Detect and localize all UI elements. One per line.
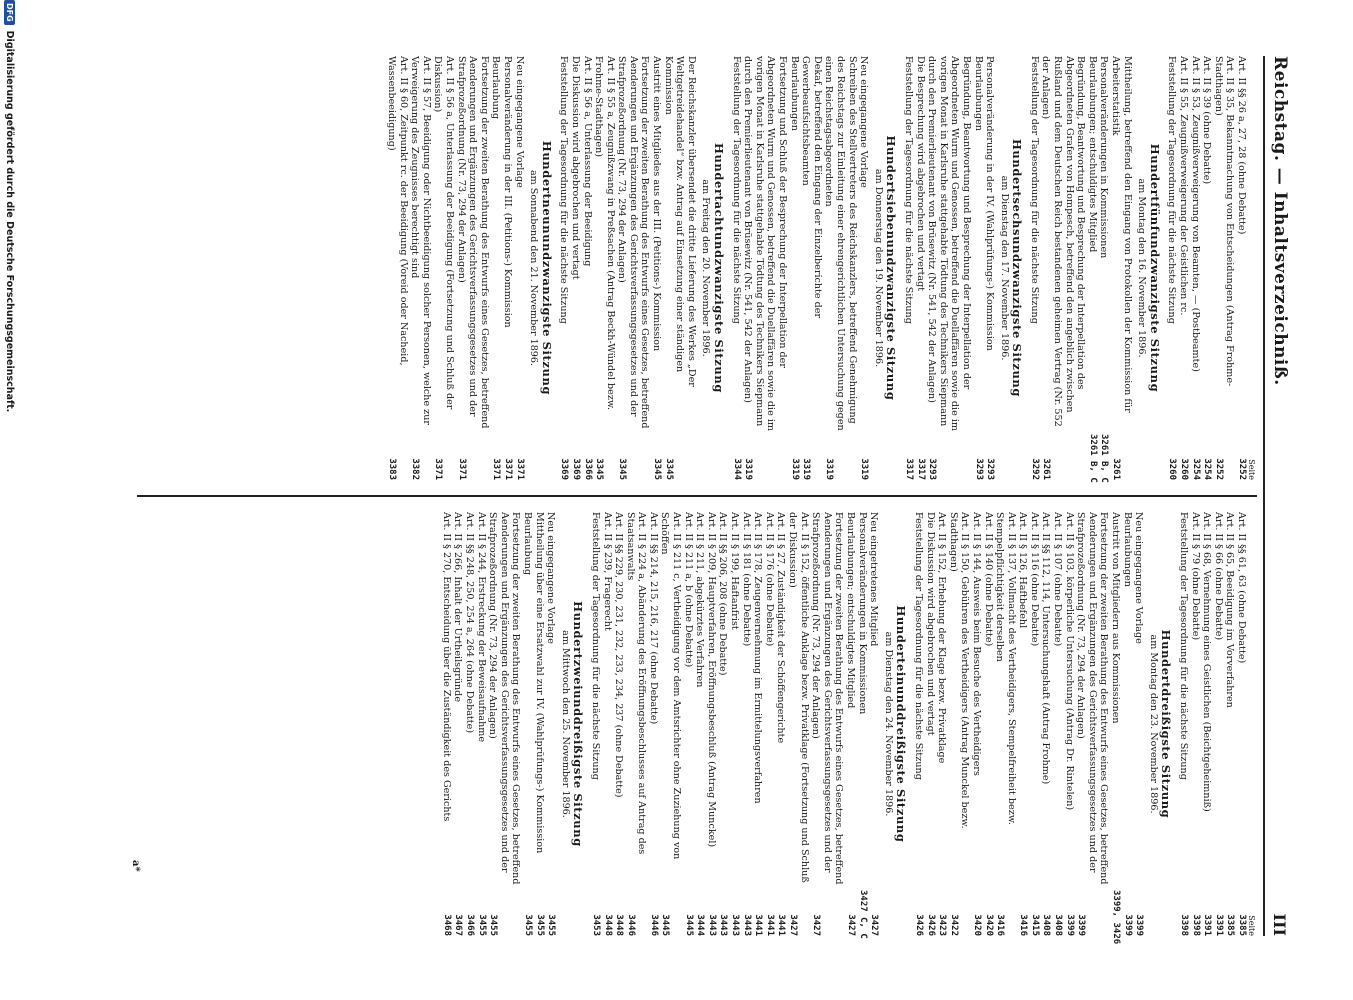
toc-entry-page: 3292 xyxy=(1029,458,1040,480)
toc-entry xyxy=(1201,56,1213,480)
session-title: Hundertfünfundzwanzigste Sitzung xyxy=(1147,143,1162,393)
session-title: Hundertdreißigste Sitzung xyxy=(1159,629,1174,819)
toc-entry-text: Fortsetzung der zweiten Berathung des Entwurfs eines Gesetzes, betreffend Aenderungen und Ergänzungen des Gerichtsverfassungsgesetzes und der Strafprozeßordnung (Nr. 73, 294 der Anlagen) xyxy=(455,56,490,432)
toc-entry-text: Art. II § 66 (ohne Debatte) xyxy=(1212,512,1224,641)
toc-entry-text: Art. II § 56 a, Unterlassung der Beeidigung (Fortsetzung und Schluß der Diskussion) xyxy=(432,56,455,413)
toc-entry-page: 3319 xyxy=(859,458,870,480)
toc-entry xyxy=(440,512,452,936)
toc-entry-text: Neu eingegangene Vorlage xyxy=(545,512,557,644)
toc-entry-text: Beurlaubungen xyxy=(1121,512,1133,587)
toc-entry-text: Art. II § 137, Vollmacht des Vertheidigers, Stempelfreiheit bezw. Stempelpflichtigkeit derselben xyxy=(994,512,1017,828)
toc-entry xyxy=(1086,56,1098,483)
toc-entry-text: Austritt eines Mitgliedes aus der III. (Petitions-) Kommission xyxy=(651,56,663,352)
toc-entry xyxy=(452,512,464,936)
toc-entry-page: 3261 B, C xyxy=(1099,434,1110,483)
toc-entry-page: 3423 xyxy=(937,914,948,936)
toc-entry xyxy=(775,512,787,936)
toc-entry xyxy=(1212,512,1224,936)
toc-entry-page: 3466 xyxy=(465,914,475,936)
toc-entry xyxy=(581,56,593,480)
toc-entry xyxy=(1017,512,1029,936)
toc-entry xyxy=(856,512,868,939)
toc-entry-page: 3445 xyxy=(660,914,671,936)
toc-entry-text: Art. II § 116 (ohne Debatte) xyxy=(1028,512,1040,647)
toc-entry xyxy=(385,56,408,480)
toc-entry xyxy=(533,512,545,936)
right-sessions xyxy=(440,512,1174,945)
toc-entry-text: Neu eingetretenes Mitglied xyxy=(868,512,880,647)
toc-entry-text: Art. II § 56 a, Unterlassung der Beeidigung xyxy=(581,56,593,267)
toc-entry-text: Art. II § 150, Gebühren des Vertheidigers (Antrag Munckel bezw. Stadthagen) xyxy=(947,512,971,832)
toc-entry xyxy=(409,56,432,480)
toc-entry xyxy=(647,512,659,936)
toc-entry xyxy=(1177,56,1189,480)
toc-entry-text: Fortsetzung und Schluß der Besprechung der Interpellation der Abgeordneten Wurm und Genossen, betreffend die Duellaffären sowie die im vorigen Monat in Karlsruhe stattgehabte Tödtung des Technikers Siepmann durch den Premierlieutenant von Brüsewitz (Nr. 541, 542 der Anlagen) xyxy=(742,56,789,435)
toc-entry-text: Art. II § 103, körperliche Untersuchung (Antrag Dr. Rintelen) xyxy=(1063,512,1075,811)
toc-entry-page: 3366 xyxy=(582,458,593,480)
toc-entry-page: 3345 xyxy=(617,458,628,480)
toc-entry-text: Art. II § 53, Zeugnißverweigerung von Beamten, — (Postbeamte) xyxy=(1189,56,1201,372)
toc-entry-text: Art. II § 68, Vernehmung eines Geistlichen (Beichtgeheimniß) xyxy=(1201,512,1213,812)
toc-entry-text: Art. II § 140 (ohne Debatte) xyxy=(982,512,994,647)
toc-entry-page: 3455 xyxy=(522,914,533,936)
toc-entry-page: 3369 xyxy=(559,458,570,480)
toc-entry xyxy=(1189,56,1201,480)
toc-entry xyxy=(1028,512,1040,936)
session-block xyxy=(1028,56,1162,483)
toc-entry xyxy=(490,56,502,480)
toc-entry-text: Dekaf, betreffend den Eingang der Einzelberichte der Gewerbeaufsichtsbeamten xyxy=(800,56,823,322)
toc-entry xyxy=(926,56,972,480)
session-date: am Montag den 23. November 1896. xyxy=(1147,634,1159,814)
toc-entry-text: Art. II § 211 c, Vertheidigung vor dem Amtsrichter ohne Zuziehung von Schöffen xyxy=(659,512,683,863)
toc-entry-text: Neu eingegangene Vorlage xyxy=(1133,512,1145,644)
toc-entry-page: 3441 xyxy=(776,914,787,936)
toc-entry xyxy=(1040,56,1086,480)
session-date: am Freitag den 20. November 1896. xyxy=(700,179,712,357)
session-title: Hundertzweiunddreißigste Sitzung xyxy=(571,601,586,847)
toc-entry-text: Fortsetzung der zweiten Berathung des Entwurfs eines Gesetzes, betreffend Aenderungen und Ergänzungen des Gerichtsverfassungsgesetzes und der Strafprozeßordnung (Nr. 73, 294 der Anlagen) xyxy=(616,56,651,432)
toc-entry-page: 3399 xyxy=(1134,914,1145,936)
toc-entry-page: 3441 xyxy=(764,914,775,936)
session-date: am Sonnabend den 21. November 1896. xyxy=(528,169,540,367)
toc-entry-page: 3371 xyxy=(491,458,502,480)
toc-entry-text: Art. II § 55, Zeugnißverweigerung der Geistlichen rc. xyxy=(1178,56,1190,316)
toc-entry-text: Feststellung der Tagesordnung für die nächste Sitzung xyxy=(558,56,570,324)
session-block xyxy=(589,512,909,939)
toc-entry-page: 3261 xyxy=(1041,458,1052,480)
toc-entry-page: 3319 xyxy=(743,458,754,480)
toc-entry-text: Art. II § 176 (ohne Debatte) xyxy=(763,512,775,647)
toc-entry xyxy=(1235,56,1247,480)
toc-entry xyxy=(455,56,490,480)
toc-entry-page: 3345 xyxy=(594,458,605,480)
toc-entry-page: 3443 xyxy=(730,914,741,936)
toc-entry xyxy=(1133,512,1145,936)
toc-entry xyxy=(475,512,487,936)
toc-entry-page: 3398 xyxy=(1179,914,1190,936)
toc-entry-text: Personalveränderung in der IV. (Wahlprüfungs-) Kommission xyxy=(984,56,996,351)
toc-entry-page: 3420 xyxy=(971,914,982,936)
toc-entry-text: Neu eingegangene Vorlage xyxy=(858,56,870,188)
toc-entry-text: Feststellung der Tagesordnung für die nächste Sitzung xyxy=(1166,56,1178,324)
toc-entry xyxy=(659,512,682,936)
toc-entry xyxy=(788,56,800,480)
toc-entry-text: Art. II § 57, Beeidigung oder Nichtbeeidigung solcher Personen, welche zur Verweigerung des Zeugnisses berechtigt sind xyxy=(409,56,432,429)
toc-entry xyxy=(984,56,996,480)
column-divider xyxy=(137,495,1257,497)
toc-entry-text: Art. II § 65, Beeidigung im Vorverfahren xyxy=(1224,512,1236,708)
toc-entry-text: Beurlaubungen; entschuldigtes Mitglied xyxy=(1086,56,1098,253)
session-block xyxy=(558,56,727,480)
toc-entry xyxy=(705,512,717,936)
digitization-note: Digitalisierung gefördert durch die Deutsche Forschungsgemeinschaft. xyxy=(4,30,16,413)
toc-entry-page: 3371 xyxy=(502,458,513,480)
session-title: Hundertsechsundzwanzigste Sitzung xyxy=(1010,138,1025,398)
digitization-footer xyxy=(2,0,18,1000)
toc-entry xyxy=(1052,512,1064,936)
left-sessions xyxy=(385,56,1162,483)
toc-entry xyxy=(936,512,948,936)
toc-entry xyxy=(545,512,557,936)
toc-entry-text: Neu eingegangene Vorlage xyxy=(513,56,525,188)
toc-entry xyxy=(786,512,809,936)
toc-entry-text: Beurlaubungen xyxy=(972,56,984,131)
toc-entry xyxy=(616,56,651,480)
toc-entry-page: 3319 xyxy=(789,458,800,480)
toc-entry xyxy=(800,56,823,480)
toc-entry-text: Art. II § 239, Fragerecht xyxy=(601,512,613,631)
toc-entry-page: 3427 xyxy=(811,914,822,936)
toc-entry xyxy=(947,512,970,936)
session-date: am Mittwoch den 25. November 1896. xyxy=(559,630,571,818)
dfg-logo: DFG xyxy=(5,0,16,25)
toc-entry-page: 3261 xyxy=(1111,458,1122,480)
toc-entry xyxy=(1224,512,1236,936)
toc-entry-page: 3345 xyxy=(663,458,674,480)
toc-entry-text: Feststellung der Tagesordnung für die nächste Sitzung xyxy=(589,512,601,780)
toc-entry-page: 3427 xyxy=(869,914,880,936)
toc-entry-page: 3344 xyxy=(731,458,742,480)
toc-entry xyxy=(740,512,752,936)
toc-entry xyxy=(1212,56,1235,480)
toc-entry xyxy=(914,56,926,480)
toc-entry-page: 3252 xyxy=(1213,458,1224,480)
toc-entry-page: 3416 xyxy=(995,914,1006,936)
toc-entry xyxy=(501,56,513,480)
left-column xyxy=(137,56,1257,483)
toc-entry-page: 3371 xyxy=(456,458,467,480)
toc-entry-page: 3385 xyxy=(1225,914,1236,936)
toc-entry-text: Beurlaubung xyxy=(490,56,502,120)
toc-entry-text: Art. II § 107 (ohne Debatte) xyxy=(1052,512,1064,647)
toc-entry-text: Art. II § 27, Zuständigkeit der Schöffengerichte xyxy=(775,512,787,744)
toc-entry-text: Art. II § 60, Zeitpunkt rc. der Beeidigung (Voreid oder Nacheid, Wassenbeeidigung) xyxy=(386,56,409,369)
toc-entry-text: Personalveränderungen in Kommissionen xyxy=(856,512,868,715)
session-block xyxy=(902,56,1025,480)
toc-entry-page: 3391 xyxy=(1213,914,1224,936)
toc-entry xyxy=(624,512,647,936)
toc-entry-text: Feststellung der Tagesordnung für die nächste Sitzung xyxy=(912,512,924,780)
toc-entry xyxy=(513,56,525,480)
toc-entry xyxy=(694,512,706,936)
toc-entry-text: Art. II § 224 a, Abänderung des Eröffnungsbeschlusses auf Antrag des Staatsanwalts xyxy=(624,512,648,858)
toc-entry-text: Art. II § 199, Haftanfrist xyxy=(729,512,741,630)
toc-entry xyxy=(844,512,856,936)
toc-entry-text: Feststellung der Tagesordnung für die nächste Sitzung xyxy=(1178,512,1190,780)
toc-entry xyxy=(1166,56,1178,480)
toc-entry-page: 3408 xyxy=(1053,914,1064,936)
toc-entry-text: Art. II § 244, Erstreckung der Beweisaufnahme xyxy=(475,512,487,743)
toc-entry xyxy=(752,512,764,936)
toc-entry xyxy=(613,512,625,936)
toc-entry-page: 3443 xyxy=(741,914,752,936)
toc-entry-text: Mittheilung über eine Ersatzwahl zur IV. (Wahlprüfungs-) Kommission xyxy=(533,512,545,854)
toc-entry-text: Art. II § 266, Inhalt der Urtheilsgründe xyxy=(452,512,464,702)
toc-entry xyxy=(970,512,982,936)
toc-entry-text: Art. II §§ 26 a, 27, 28 (ohne Debatte) xyxy=(1236,56,1247,235)
session-date: am Dienstag den 17. November 1896. xyxy=(998,175,1010,361)
toc-entry-text: Fortsetzung der zweiten Berathung des Entwurfs eines Gesetzes, betreffend Aenderungen und Ergänzungen des Gerichtsverfassungsgesetzes und der Strafprozeßordnung (Nr. 73, 294 der Anlagen) xyxy=(487,512,522,888)
signature-mark: a* xyxy=(130,860,141,872)
toc-entry-page: 3443 xyxy=(718,914,729,936)
toc-entry xyxy=(1098,56,1110,483)
toc-entry-text: Art. II § 79 (ohne Debatte) xyxy=(1189,512,1201,641)
toc-entry-page: 3385 xyxy=(1237,914,1247,936)
toc-entry-page: 3448 xyxy=(614,914,625,936)
toc-entry xyxy=(1109,512,1122,945)
toc-entry-page: 3398 xyxy=(1190,914,1201,936)
toc-entry-page: 3446 xyxy=(625,914,636,936)
toc-entry-text: Art. II §§ 248, 250, 254 a, 264 (ohne Debatte) xyxy=(464,512,475,734)
toc-entry-page: 3293 xyxy=(927,458,938,480)
toc-entry xyxy=(569,56,581,480)
toc-entry-text: Die Diskussion wird abgebrochen und vertagt xyxy=(569,56,581,280)
session-block xyxy=(730,56,899,480)
toc-entry-text: Art. II §§ 112, 114, Untersuchungshaft (Antrag Frohme) xyxy=(1040,512,1052,785)
toc-entry xyxy=(651,56,663,480)
toc-entry-page: 3427 xyxy=(846,914,856,936)
toc-entry-page: 3317 xyxy=(903,458,914,480)
session-date: am Dienstag den 24. November 1896. xyxy=(882,631,894,817)
toc-entry-text: Fortsetzung der zweiten Berathung des Entwurfs eines Gesetzes, betreffend Aenderungen und Ergänzungen des Gerichtsverfassungsgesetzes und der Strafprozeßordnung (Nr. 73, 294 der Anlagen) xyxy=(810,512,845,888)
toc-entry-page: 3383 xyxy=(387,458,398,480)
toc-entry-text: Art. II § 211, abgekürztes Verfahren xyxy=(694,512,706,688)
toc-entry xyxy=(728,512,740,936)
toc-entry xyxy=(601,512,613,936)
toc-entry-text: Art. II § 270, Entscheidung über die Zuständigkeit des Gerichts xyxy=(440,512,452,822)
toc-entry xyxy=(902,56,914,480)
toc-entry-page: 3448 xyxy=(602,914,613,936)
toc-entry-text: Begründung, Beantwortung und Besprechung der Interpellation des Abgeordneten Grafen von Hompesch, betreffend den angeblich zwischen Rußland und dem Deutschen Reich bestandenen geheimen Vertrag (Nr. 552 der Anlagen) xyxy=(1040,56,1087,430)
page-header xyxy=(1263,56,1295,936)
toc-entry xyxy=(662,56,697,480)
toc-entry xyxy=(1189,512,1201,936)
toc-entry-text: Feststellung der Tagesordnung für die nächste Sitzung xyxy=(1028,56,1040,324)
toc-entry xyxy=(924,512,936,936)
session-block xyxy=(912,512,1174,945)
seite-label: Seite xyxy=(1247,459,1256,480)
toc-entry-text: Art. II § 39 (ohne Debatte) xyxy=(1201,56,1213,185)
toc-entry xyxy=(593,56,616,480)
toc-entry xyxy=(1201,512,1213,936)
toc-entry-text: Art. II § 152, Erhebung der Klage bezw. Privatklage xyxy=(936,512,948,764)
session-block xyxy=(385,56,554,480)
toc-entry-page: 3427 xyxy=(788,914,799,936)
toc-entry-text: Fortsetzung der zweiten Berathung des Entwurfs eines Gesetzes, betreffend Aenderungen und Ergänzungen des Gerichtsverfassungsgesetzes und der Strafprozeßordnung (Nr. 73, 294 der Anlagen) xyxy=(1075,512,1110,888)
toc-entry-page: 3371 xyxy=(514,458,525,480)
toc-entry-page: 3416 xyxy=(1018,914,1029,936)
toc-entry-page: 3426 xyxy=(925,914,936,936)
toc-entry-text: Begründung, Beantwortung und Besprechung der Interpellation der Abgeordneten Wurm und Genossen, betreffend die Duellaffären sowie die im vorigen Monat in Karlsruhe stattgehabte Tödtung des Technikers Siepmann durch den Premierlieutenant von Brüsewitz (Nr. 541, 542 der Anlagen) xyxy=(926,56,972,435)
toc-entry-page: 3455 xyxy=(476,914,487,936)
toc-entry xyxy=(810,512,845,936)
toc-entry xyxy=(589,512,601,936)
toc-entry xyxy=(912,512,924,936)
session-date: am Montag den 16. November 1896. xyxy=(1136,178,1148,358)
toc-entry-page: 3455 xyxy=(546,914,557,936)
toc-entry-page: 3467 xyxy=(453,914,464,936)
toc-entry-page: 3408 xyxy=(1041,914,1052,936)
toc-entry-page: 3446 xyxy=(648,914,659,936)
toc-entry-page: 3441 xyxy=(753,914,764,936)
running-title: Reichstag. — Inhaltsverzeichniß. xyxy=(1270,56,1290,386)
toc-entry-page: 3420 xyxy=(983,914,994,936)
right-top-entries xyxy=(1177,512,1247,936)
toc-entry-page: 3399, 3426 xyxy=(1111,890,1122,945)
toc-entry-page: 3399 xyxy=(1064,914,1075,936)
toc-entry-page: 3382 xyxy=(410,458,421,480)
toc-entry-page: 3371 xyxy=(433,458,444,480)
toc-entry-page: 3422 xyxy=(948,914,959,936)
toc-entry-text: Die Besprechung wird abgebrochen und vertagt xyxy=(914,56,926,292)
toc-entry-page: 3254 xyxy=(1190,458,1201,480)
toc-entry xyxy=(868,512,880,936)
toc-entry xyxy=(432,56,455,480)
toc-entry xyxy=(742,56,788,480)
toc-entry-page: 3293 xyxy=(973,458,984,480)
toc-entry-text: Schreiben des Stellvertreters des Reichskanzlers, betreffend Genehmigung des Reichstags zur Einleitung einer ehrengerichtlichen Untersuchung gegen einen Reichstagsabgeordneten xyxy=(823,56,858,434)
toc-entry-text: Feststellung der Tagesordnung für die nächste Sitzung xyxy=(730,56,742,324)
toc-entry-page: 3415 xyxy=(1029,914,1040,936)
toc-entry-page: 3391 xyxy=(1202,914,1213,936)
toc-entry-text: Personalveränderung in der III. (Petitions-) Kommission xyxy=(501,56,513,328)
toc-entry-text: Mittheilung, betreffend den Eingang von Protokollen der Kommission für Arbeiterstatistik xyxy=(1110,56,1133,416)
toc-entry xyxy=(682,512,694,936)
toc-entry-page: 3455 xyxy=(488,914,499,936)
toc-entry xyxy=(1109,56,1132,480)
toc-entry-page: 3453 xyxy=(590,914,601,936)
session-title: Hundertachtundzwanzigste Sitzung xyxy=(712,143,727,393)
toc-entry xyxy=(1177,512,1189,936)
toc-entry-text: Art. II § 181 (ohne Debatte) xyxy=(740,512,752,647)
toc-entry-text: Art. II §§ 214, 215, 216, 217 (ohne Debatte) xyxy=(647,512,659,725)
toc-entry-text: Art. II §§ 206, 208 (ohne Debatte) xyxy=(717,512,729,676)
toc-entry-text: Art. II § 209, Hauptverfahren, Eröffnungsbeschluß (Antrag Munckel) xyxy=(705,512,717,848)
session-date: am Donnerstag den 19. November 1896. xyxy=(872,168,884,368)
toc-entry-text: Art. II § 55 a, Zeugnißzwang in Preßsachen (Antrag Beckh-Wündel bezw. Frohme-Stadthagen) xyxy=(593,56,616,414)
toc-entry-text: Art. II § 35, Bekanntmachung von Entscheidungen (Antrag Frohme-Stadthagen) xyxy=(1212,56,1236,387)
toc-entry xyxy=(558,56,570,480)
toc-entry-text: Austritt von Mitgliedern aus Kommissionen xyxy=(1110,512,1122,724)
right-column xyxy=(137,512,1257,945)
toc-entry-text: Die Diskussion wird abgebrochen und vertagt xyxy=(924,512,936,736)
toc-entry-page: 3319 xyxy=(824,458,835,480)
toc-entry xyxy=(823,56,858,480)
toc-entry xyxy=(1235,512,1247,936)
page-number: III xyxy=(1270,913,1290,936)
toc-entry-text: Art. II § 144, Ausweis beim Besuche des Vertheidigers xyxy=(970,512,982,776)
toc-entry xyxy=(1040,512,1052,936)
left-top-entries xyxy=(1166,56,1247,480)
toc-entry-page: 3319 xyxy=(801,458,812,480)
toc-entry-page: 3455 xyxy=(534,914,545,936)
toc-entry xyxy=(1075,512,1110,936)
toc-entry xyxy=(717,512,729,936)
toc-entry xyxy=(858,56,870,480)
toc-entry-text: Feststellung der Tagesordnung für die nächste Sitzung xyxy=(902,56,914,324)
toc-entry xyxy=(982,512,994,936)
toc-entry xyxy=(763,512,775,936)
toc-entry xyxy=(994,512,1017,936)
toc-entry-page: 3445 xyxy=(683,914,694,936)
toc-entry-page: 3444 xyxy=(695,914,706,936)
toc-entry-page: 3254 xyxy=(1202,458,1213,480)
toc-entry-text: Personalveränderungen in Kommissionen xyxy=(1098,56,1110,259)
toc-entry-page: 3369 xyxy=(570,458,581,480)
session-title: Hundertneunundzwanzigste Sitzung xyxy=(539,140,554,396)
toc-entry-page: 3345 xyxy=(652,458,663,480)
toc-entry-text: Der Reichskanzler übersendet die dritte Lieferung des Werkes „Der Weltgetreidehandel“ bzw. Antrag auf Einsetzung einer ständigen Kommission xyxy=(662,56,697,390)
seite-label: Seite xyxy=(1247,915,1256,936)
toc-entry-text: Beurlaubungen xyxy=(788,56,800,131)
session-title: Hunderteinunddreißigste Sitzung xyxy=(894,605,909,843)
toc-entry xyxy=(463,512,475,936)
toc-entry xyxy=(1028,56,1040,480)
toc-entry-text: Beurlaubung xyxy=(521,512,533,576)
toc-entry xyxy=(521,512,533,936)
toc-entry xyxy=(487,512,522,936)
toc-entry-page: 3261 B, C xyxy=(1087,434,1098,483)
toc-entry-page: 3260 xyxy=(1179,458,1190,480)
toc-entry-page: 3260 xyxy=(1167,458,1178,480)
toc-entry-text: Beurlaubungen; entschuldigtes Mitglied xyxy=(845,512,856,709)
toc-entry-text: Art. II § 126, Haftbefehl xyxy=(1017,512,1029,629)
toc-entry xyxy=(972,56,984,480)
toc-entry-page: 3468 xyxy=(441,914,452,936)
toc-entry-page: 3293 xyxy=(985,458,996,480)
toc-entry-page: 3426 xyxy=(913,914,924,936)
toc-entry xyxy=(730,56,742,480)
toc-entry-text: Art. II §§ 61, 63 (ohne Debatte) xyxy=(1236,512,1247,664)
toc-entry-page: 3443 xyxy=(706,914,717,936)
toc-entry-text: Art. II § 178, Zeugenvernehmung im Ermittelungsverfahren xyxy=(752,512,764,804)
toc-entry-page: 3317 xyxy=(915,458,926,480)
toc-entry xyxy=(1063,512,1075,936)
session-title: Hundertsiebenundzwanzigste Sitzung xyxy=(884,135,899,401)
toc-entry-text: Art. II §§ 229, 230, 231, 232, 233, 234, 237 (ohne Debatte) xyxy=(613,512,625,798)
toc-entry xyxy=(1121,512,1133,936)
toc-entry-page: 3427 C, C xyxy=(857,890,868,939)
toc-entry-text: Art. II § 211 a, b (ohne Debatte) xyxy=(682,512,694,668)
toc-entry-page: 3399 xyxy=(1122,914,1133,936)
toc-entry-page: 3252 xyxy=(1237,458,1247,480)
toc-entry-page: 3399 xyxy=(1076,914,1087,936)
session-block xyxy=(440,512,586,936)
toc-entry-text: Art. II § 152, öffentliche Anklage bezw. Privatklage (Fortsetzung und Schluß der Diskussion) xyxy=(787,512,810,886)
